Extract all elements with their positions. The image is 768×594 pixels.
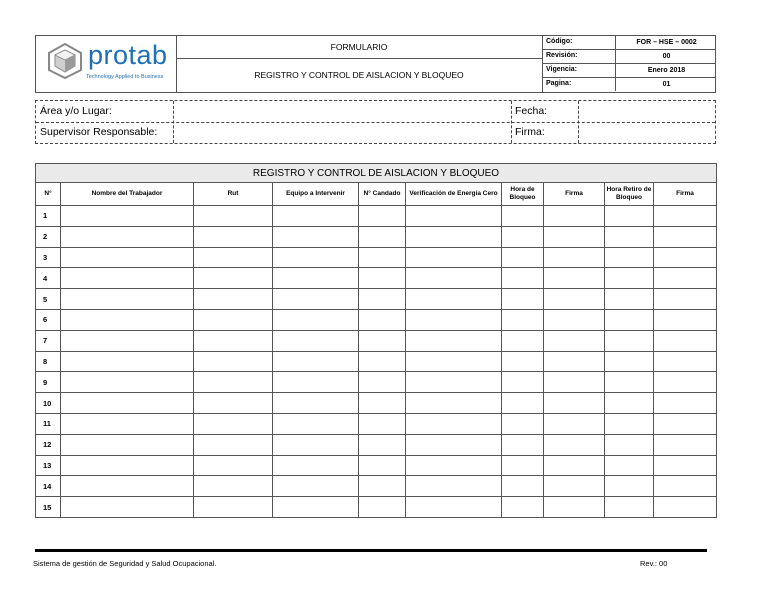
firma-input[interactable] — [579, 122, 715, 143]
table-cell[interactable] — [605, 393, 654, 414]
table-cell[interactable] — [654, 309, 717, 330]
meta-row-pagina — [543, 78, 716, 91]
table-cell[interactable] — [273, 497, 359, 518]
footer-revision: Rev.: 00 — [640, 559, 668, 568]
meta-key: Revisión: — [546, 52, 578, 59]
table-cell[interactable] — [61, 309, 194, 330]
table-cell[interactable] — [544, 434, 605, 455]
row-number: 10 — [36, 393, 61, 414]
table-title: REGISTRO Y CONTROL DE AISLACION Y BLOQUEO — [36, 164, 717, 183]
table-cell[interactable] — [194, 351, 273, 372]
table-row — [36, 247, 717, 268]
table-cell[interactable] — [194, 206, 273, 227]
table-cell[interactable] — [406, 497, 502, 518]
meta-row-vigencia — [543, 64, 716, 78]
table-row — [36, 476, 717, 497]
meta-key: Vigencia: — [546, 66, 577, 73]
table-cell[interactable] — [194, 393, 273, 414]
table-cell[interactable] — [544, 351, 605, 372]
table-cell[interactable] — [544, 206, 605, 227]
table-cell[interactable] — [605, 372, 654, 393]
row-number: 4 — [36, 268, 61, 289]
table-cell[interactable] — [544, 413, 605, 434]
supervisor-input[interactable] — [174, 122, 510, 143]
table-cell[interactable] — [406, 455, 502, 476]
area-input[interactable] — [174, 101, 510, 122]
area-label: Área y/o Lugar: — [40, 105, 112, 117]
divider — [511, 101, 512, 143]
table-cell[interactable] — [359, 226, 406, 247]
table-cell[interactable] — [273, 247, 359, 268]
table-cell[interactable] — [406, 226, 502, 247]
table-cell[interactable] — [61, 455, 194, 476]
table-row — [36, 226, 717, 247]
meta-value: FOR – HSE – 0002 — [615, 36, 717, 49]
column-header: N° — [36, 183, 61, 206]
protab-cube-icon — [46, 42, 84, 80]
table-cell[interactable] — [502, 226, 544, 247]
table-cell[interactable] — [502, 497, 544, 518]
row-number: 1 — [36, 206, 61, 227]
table-cell[interactable] — [61, 268, 194, 289]
table-cell[interactable] — [544, 393, 605, 414]
supervisor-label: Supervisor Responsable: — [40, 126, 158, 138]
table-cell[interactable] — [194, 289, 273, 310]
table-cell[interactable] — [359, 289, 406, 310]
table-cell[interactable] — [605, 497, 654, 518]
table-row — [36, 309, 717, 330]
table-cell[interactable] — [359, 476, 406, 497]
table-cell[interactable] — [273, 393, 359, 414]
table-cell[interactable] — [654, 330, 717, 351]
table-cell[interactable] — [273, 330, 359, 351]
table-cell[interactable] — [359, 268, 406, 289]
table-cell[interactable] — [194, 226, 273, 247]
table-cell[interactable] — [406, 393, 502, 414]
table-cell[interactable] — [194, 268, 273, 289]
table-cell[interactable] — [273, 268, 359, 289]
table-cell[interactable] — [273, 455, 359, 476]
table-cell[interactable] — [194, 497, 273, 518]
table-cell[interactable] — [359, 455, 406, 476]
table-cell[interactable] — [194, 372, 273, 393]
row-number: 7 — [36, 330, 61, 351]
table-cell[interactable] — [544, 330, 605, 351]
table-cell[interactable] — [544, 455, 605, 476]
table-row — [36, 289, 717, 310]
table-cell[interactable] — [654, 413, 717, 434]
table-cell[interactable] — [194, 330, 273, 351]
table-cell[interactable] — [502, 206, 544, 227]
table-cell[interactable] — [273, 413, 359, 434]
row-number: 11 — [36, 413, 61, 434]
table-cell[interactable] — [502, 434, 544, 455]
table-cell[interactable] — [502, 247, 544, 268]
row-number: 14 — [36, 476, 61, 497]
table-cell[interactable] — [61, 393, 194, 414]
registro-table — [35, 163, 717, 518]
column-header: Equipo a Intervenir — [273, 183, 359, 206]
table-row — [36, 268, 717, 289]
table-cell[interactable] — [605, 476, 654, 497]
fecha-label: Fecha: — [515, 105, 548, 117]
table-cell[interactable] — [502, 372, 544, 393]
table-cell[interactable] — [359, 497, 406, 518]
table-cell[interactable] — [406, 206, 502, 227]
brand-name: protab — [88, 40, 168, 70]
table-cell[interactable] — [544, 372, 605, 393]
column-header: Hora de Bloqueo — [502, 183, 544, 206]
table-cell[interactable] — [359, 434, 406, 455]
table-cell[interactable] — [502, 289, 544, 310]
table-row — [36, 455, 717, 476]
table-cell[interactable] — [406, 330, 502, 351]
column-header: Nombre del Trabajador — [61, 183, 194, 206]
table-cell[interactable] — [544, 309, 605, 330]
table-cell[interactable] — [654, 393, 717, 414]
table-cell[interactable] — [544, 497, 605, 518]
table-cell[interactable] — [406, 247, 502, 268]
table-cell[interactable] — [605, 434, 654, 455]
table-cell[interactable] — [61, 226, 194, 247]
table-cell[interactable] — [502, 393, 544, 414]
table-cell[interactable] — [654, 455, 717, 476]
row-number: 9 — [36, 372, 61, 393]
table-cell[interactable] — [654, 268, 717, 289]
column-header: Firma — [544, 183, 605, 206]
table-row — [36, 497, 717, 518]
table-cell[interactable] — [654, 226, 717, 247]
table-cell[interactable] — [273, 372, 359, 393]
table-cell[interactable] — [654, 206, 717, 227]
table-cell[interactable] — [273, 206, 359, 227]
table-cell[interactable] — [605, 247, 654, 268]
table-cell[interactable] — [605, 330, 654, 351]
form-title: REGISTRO Y CONTROL DE AISLACION Y BLOQUEO — [176, 58, 543, 92]
column-header: Verificación de Energía Cero — [406, 183, 502, 206]
meta-key: Pagina: — [546, 80, 572, 87]
table-cell[interactable] — [61, 413, 194, 434]
column-header: Rut — [194, 183, 273, 206]
table-cell[interactable] — [502, 413, 544, 434]
table-cell[interactable] — [544, 247, 605, 268]
table-cell[interactable] — [544, 226, 605, 247]
table-cell[interactable] — [544, 289, 605, 310]
table-cell[interactable] — [359, 330, 406, 351]
table-row — [36, 330, 717, 351]
table-cell[interactable] — [61, 206, 194, 227]
table-cell[interactable] — [359, 372, 406, 393]
table-cell[interactable] — [359, 393, 406, 414]
table-cell[interactable] — [359, 309, 406, 330]
column-header: N° Candado — [359, 183, 406, 206]
table-cell[interactable] — [194, 434, 273, 455]
table-cell[interactable] — [605, 413, 654, 434]
row-number: 8 — [36, 351, 61, 372]
table-cell[interactable] — [605, 226, 654, 247]
meta-row-code — [543, 36, 716, 50]
table-cell[interactable] — [406, 351, 502, 372]
table-cell[interactable] — [605, 309, 654, 330]
table-cell[interactable] — [406, 268, 502, 289]
table-cell[interactable] — [654, 247, 717, 268]
table-cell[interactable] — [654, 372, 717, 393]
row-number: 2 — [36, 226, 61, 247]
table-cell[interactable] — [61, 497, 194, 518]
table-cell[interactable] — [273, 476, 359, 497]
table-cell[interactable] — [61, 330, 194, 351]
table-header-row — [36, 183, 717, 206]
area-info-block — [35, 100, 716, 144]
table-cell[interactable] — [194, 455, 273, 476]
table-cell[interactable] — [406, 372, 502, 393]
table-row — [36, 206, 717, 227]
table-cell[interactable] — [273, 434, 359, 455]
meta-value: 00 — [615, 50, 717, 63]
table-cell[interactable] — [502, 351, 544, 372]
table-cell[interactable] — [406, 434, 502, 455]
meta-value: 01 — [615, 78, 717, 91]
table-cell[interactable] — [359, 351, 406, 372]
table-cell[interactable] — [502, 309, 544, 330]
table-cell[interactable] — [605, 206, 654, 227]
table-cell[interactable] — [359, 413, 406, 434]
table-cell[interactable] — [194, 413, 273, 434]
table-cell[interactable] — [61, 247, 194, 268]
brand-tagline: Technology Applied to Business — [86, 74, 164, 80]
table-cell[interactable] — [406, 413, 502, 434]
table-cell[interactable] — [273, 289, 359, 310]
table-cell[interactable] — [654, 351, 717, 372]
table-cell[interactable] — [273, 351, 359, 372]
table-row — [36, 372, 717, 393]
table-cell[interactable] — [194, 476, 273, 497]
table-cell[interactable] — [502, 268, 544, 289]
table-cell[interactable] — [406, 309, 502, 330]
footer-rule — [35, 549, 707, 552]
fecha-input[interactable] — [579, 101, 715, 122]
row-number: 6 — [36, 309, 61, 330]
row-number: 5 — [36, 289, 61, 310]
table-cell[interactable] — [654, 434, 717, 455]
table-row — [36, 393, 717, 414]
table-cell[interactable] — [194, 309, 273, 330]
table-cell[interactable] — [273, 226, 359, 247]
table-cell[interactable] — [654, 497, 717, 518]
table-cell[interactable] — [359, 247, 406, 268]
row-number: 3 — [36, 247, 61, 268]
table-cell[interactable] — [605, 289, 654, 310]
table-cell[interactable] — [502, 455, 544, 476]
table-cell[interactable] — [502, 476, 544, 497]
meta-key: Código: — [546, 38, 573, 45]
table-cell[interactable] — [605, 351, 654, 372]
table-cell[interactable] — [61, 372, 194, 393]
table-cell[interactable] — [273, 309, 359, 330]
table-cell[interactable] — [61, 476, 194, 497]
table-cell[interactable] — [406, 476, 502, 497]
table-cell[interactable] — [406, 289, 502, 310]
row-number: 15 — [36, 497, 61, 518]
form-label: FORMULARIO — [176, 36, 543, 59]
row-number: 12 — [36, 434, 61, 455]
row-number: 13 — [36, 455, 61, 476]
table-cell[interactable] — [61, 434, 194, 455]
table-cell[interactable] — [605, 268, 654, 289]
column-header: Firma — [654, 183, 717, 206]
table-row — [36, 434, 717, 455]
table-cell[interactable] — [654, 289, 717, 310]
meta-value: Enero 2018 — [615, 64, 717, 77]
table-cell[interactable] — [544, 476, 605, 497]
document-header — [35, 35, 716, 93]
table-cell[interactable] — [61, 289, 194, 310]
table-cell[interactable] — [359, 206, 406, 227]
column-header: Hora Retiro de Bloqueo — [605, 183, 654, 206]
table-cell[interactable] — [194, 247, 273, 268]
table-cell[interactable] — [605, 455, 654, 476]
table-row — [36, 413, 717, 434]
table-title-row — [36, 164, 717, 183]
meta-row-revision — [543, 50, 716, 64]
firma-label: Firma: — [515, 126, 545, 138]
table-cell[interactable] — [544, 268, 605, 289]
table-row — [36, 351, 717, 372]
footer-system-label: Sistema de gestión de Seguridad y Salud Ocupacional. — [33, 559, 217, 568]
table-cell[interactable] — [502, 330, 544, 351]
table-cell[interactable] — [654, 476, 717, 497]
logo — [36, 36, 177, 92]
table-cell[interactable] — [61, 351, 194, 372]
